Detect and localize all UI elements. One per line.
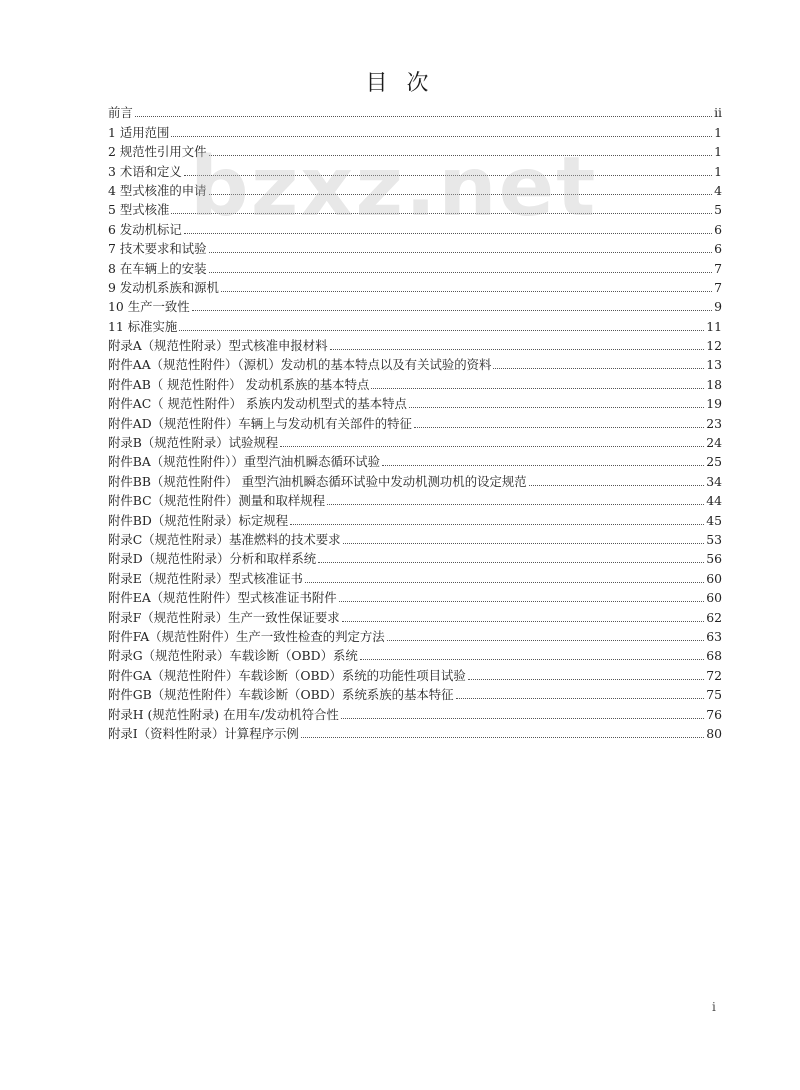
toc-leader-dots: [318, 562, 704, 563]
toc-entry-page: 60: [706, 570, 722, 586]
toc-entry[interactable]: [108, 663, 722, 682]
toc-entry-page: 34: [706, 473, 722, 489]
page-title: 目 次: [365, 71, 435, 96]
toc-entry-page: 4: [714, 182, 722, 198]
toc-leader-dots: [343, 543, 705, 544]
page-number: i: [712, 1000, 716, 1014]
toc-entry[interactable]: [108, 644, 722, 663]
toc-entry-page: 7: [714, 279, 722, 295]
toc-entry-page: 19: [706, 396, 722, 412]
toc-leader-dots: [209, 155, 713, 156]
toc-leader-dots: [382, 465, 704, 466]
toc-entry-label: 附录G（规范性附录）车载诊断（OBD）系统: [108, 648, 358, 664]
toc-entry-label: 附录D（规范性附录）分析和取样系统: [108, 551, 317, 567]
toc-leader-dots: [280, 446, 704, 447]
toc-entry-label: 附录I（资料性附录）计算程序示例: [108, 725, 299, 741]
toc-entry[interactable]: [108, 179, 722, 198]
toc-entry-label: 附件GB（规范性附件）车载诊断（OBD）系统系族的基本特征: [108, 687, 454, 703]
toc-entry-page: 6: [714, 241, 722, 257]
toc-entry-label: 附件GA（规范性附件）车载诊断（OBD）系统的功能性项目试验: [108, 667, 466, 683]
toc-leader-dots: [192, 310, 712, 311]
toc-entry[interactable]: [108, 120, 722, 139]
toc-entry[interactable]: [108, 547, 722, 566]
toc-leader-dots: [209, 272, 713, 273]
toc-entry-page: 18: [706, 376, 722, 392]
toc-entry-label: 附件AB（ 规范性附件） 发动机系族的基本特点: [108, 376, 370, 392]
toc-leader-dots: [305, 582, 704, 583]
toc-entry[interactable]: [108, 256, 722, 275]
toc-entry-label: 6 发动机标记: [108, 221, 182, 237]
toc-entry[interactable]: [108, 140, 722, 159]
toc-leader-dots: [529, 485, 705, 486]
toc-entry[interactable]: [108, 334, 722, 353]
toc-leader-dots: [301, 737, 704, 738]
toc-entry-label: 2 规范性引用文件: [108, 144, 207, 160]
toc-leader-dots: [184, 175, 712, 176]
toc-entry-page: 6: [714, 221, 722, 237]
toc-entry[interactable]: [108, 605, 722, 624]
toc-entry[interactable]: [108, 198, 722, 217]
toc-entry[interactable]: [108, 101, 722, 120]
toc-entry-label: 附件AD（规范性附件）车辆上与发动机有关部件的特征: [108, 415, 412, 431]
toc-entry-page: 12: [706, 338, 722, 354]
toc-entry-page: 80: [706, 725, 722, 741]
toc-entry[interactable]: [108, 295, 722, 314]
toc-entry-page: 45: [706, 512, 722, 528]
toc-entry-label: 前言: [108, 105, 133, 121]
toc-entry-label: 4 型式核准的申请: [108, 182, 207, 198]
toc-entry[interactable]: [108, 276, 722, 295]
toc-entry-label: 附件AC（ 规范性附件） 系族内发动机型式的基本特点: [108, 396, 407, 412]
toc-entry-label: 7 技术要求和试验: [108, 241, 207, 257]
toc-entry-label: 3 术语和定义: [108, 163, 182, 179]
toc-entry-page: 23: [706, 415, 722, 431]
toc-entry-label: 8 在车辆上的安装: [108, 260, 207, 276]
toc-entry[interactable]: [108, 722, 722, 741]
toc-entry-page: 24: [706, 435, 722, 451]
toc-entry-page: 9: [714, 299, 722, 315]
toc-entry-page: 56: [706, 551, 722, 567]
toc-entry[interactable]: [108, 702, 722, 721]
toc-entry[interactable]: [108, 392, 722, 411]
toc-entry[interactable]: [108, 528, 722, 547]
toc-leader-dots: [371, 388, 704, 389]
toc-entry-page: 1: [714, 124, 722, 140]
toc-entry-label: 附录C（规范性附录）基准燃料的技术要求: [108, 531, 341, 547]
toc-entry[interactable]: [108, 450, 722, 469]
toc-entry-page: 11: [706, 318, 722, 334]
toc-leader-dots: [387, 640, 705, 641]
toc-entry-page: 76: [706, 706, 722, 722]
toc-leader-dots: [360, 659, 704, 660]
toc-entry[interactable]: [108, 489, 722, 508]
toc-entry-page: 7: [714, 260, 722, 276]
toc-entry[interactable]: [108, 566, 722, 585]
toc-entry-page: 1: [714, 163, 722, 179]
toc-leader-dots: [414, 427, 704, 428]
toc-leader-dots: [171, 136, 712, 137]
toc-leader-dots: [209, 194, 713, 195]
toc-entry-page: 75: [706, 687, 722, 703]
toc-entry[interactable]: [108, 372, 722, 391]
toc-entry-label: 附件FA（规范性附件）生产一致性检查的判定方法: [108, 628, 385, 644]
toc-entry-label: 附录F（规范性附录）生产一致性保证要求: [108, 609, 340, 625]
toc-leader-dots: [330, 349, 705, 350]
toc-entry-label: 附件EA（规范性附件）型式核准证书附件: [108, 590, 337, 606]
toc-leader-dots: [456, 698, 705, 699]
toc-entry-page: 72: [706, 667, 722, 683]
toc-entry-label: 附件BA（规范性附件））重型汽油机瞬态循环试验: [108, 454, 381, 470]
toc-leader-dots: [342, 621, 705, 622]
toc-entry-label: 附录A（规范性附录）型式核准申报材料: [108, 338, 328, 354]
toc-entry[interactable]: [108, 469, 722, 488]
toc-entry-label: 附件BB（规范性附件） 重型汽油机瞬态循环试验中发动机测功机的设定规范: [108, 473, 527, 489]
toc-leader-dots: [179, 330, 704, 331]
toc-entry[interactable]: [108, 431, 722, 450]
toc-entry-label: 附件BC（规范性附件）测量和取样规程: [108, 493, 326, 509]
toc-entry[interactable]: [108, 625, 722, 644]
toc-leader-dots: [135, 116, 712, 117]
toc-leader-dots: [327, 504, 704, 505]
toc-entry-page: 62: [706, 609, 722, 625]
toc-entry-page: 1: [714, 144, 722, 160]
toc-entry-label: 5 型式核准: [108, 202, 170, 218]
toc-leader-dots: [221, 291, 712, 292]
toc-leader-dots: [184, 233, 712, 234]
toc-entry-label: 附录E（规范性附录）型式核准证书: [108, 570, 303, 586]
toc-entry-label: 附录B（规范性附录）试验规程: [108, 435, 279, 451]
toc-entry[interactable]: [108, 508, 722, 527]
toc-entry-label: 附件AA（规范性附件）（源机）发动机的基本特点以及有关试验的资料: [108, 357, 492, 373]
toc-leader-dots: [341, 718, 704, 719]
toc-entry[interactable]: [108, 586, 722, 605]
toc-entry-label: 1 适用范围: [108, 124, 170, 140]
toc-leader-dots: [290, 524, 704, 525]
toc-entry[interactable]: [108, 159, 722, 178]
toc-entry-page: 68: [706, 648, 722, 664]
toc-entry[interactable]: [108, 314, 722, 333]
toc-leader-dots: [493, 368, 704, 369]
table-of-contents: [108, 101, 722, 741]
toc-entry-label: 附录H (规范性附录) 在用车/发动机符合性: [108, 706, 339, 722]
toc-entry[interactable]: [108, 217, 722, 236]
toc-leader-dots: [209, 252, 713, 253]
toc-entry-page: 44: [706, 493, 722, 509]
toc-entry-page: 13: [706, 357, 722, 373]
toc-entry[interactable]: [108, 237, 722, 256]
toc-entry[interactable]: [108, 411, 722, 430]
toc-entry[interactable]: [108, 683, 722, 702]
toc-entry-label: 9 发动机系族和源机: [108, 279, 219, 295]
toc-leader-dots: [339, 601, 705, 602]
toc-leader-dots: [468, 679, 704, 680]
toc-entry-page: 60: [706, 590, 722, 606]
toc-entry-label: 11 标准实施: [108, 318, 178, 334]
toc-leader-dots: [409, 407, 704, 408]
toc-entry-page: 53: [706, 531, 722, 547]
toc-entry-page: ii: [714, 105, 722, 121]
toc-entry-page: 63: [706, 628, 722, 644]
toc-entry-page: 25: [706, 454, 722, 470]
watermark: bzxz.net: [190, 140, 598, 235]
toc-entry-page: 5: [714, 202, 722, 218]
toc-entry-label: 附件BD（规范性附录）标定规程: [108, 512, 289, 528]
toc-entry[interactable]: [108, 353, 722, 372]
toc-entry-label: 10 生产一致性: [108, 299, 190, 315]
toc-leader-dots: [171, 213, 712, 214]
